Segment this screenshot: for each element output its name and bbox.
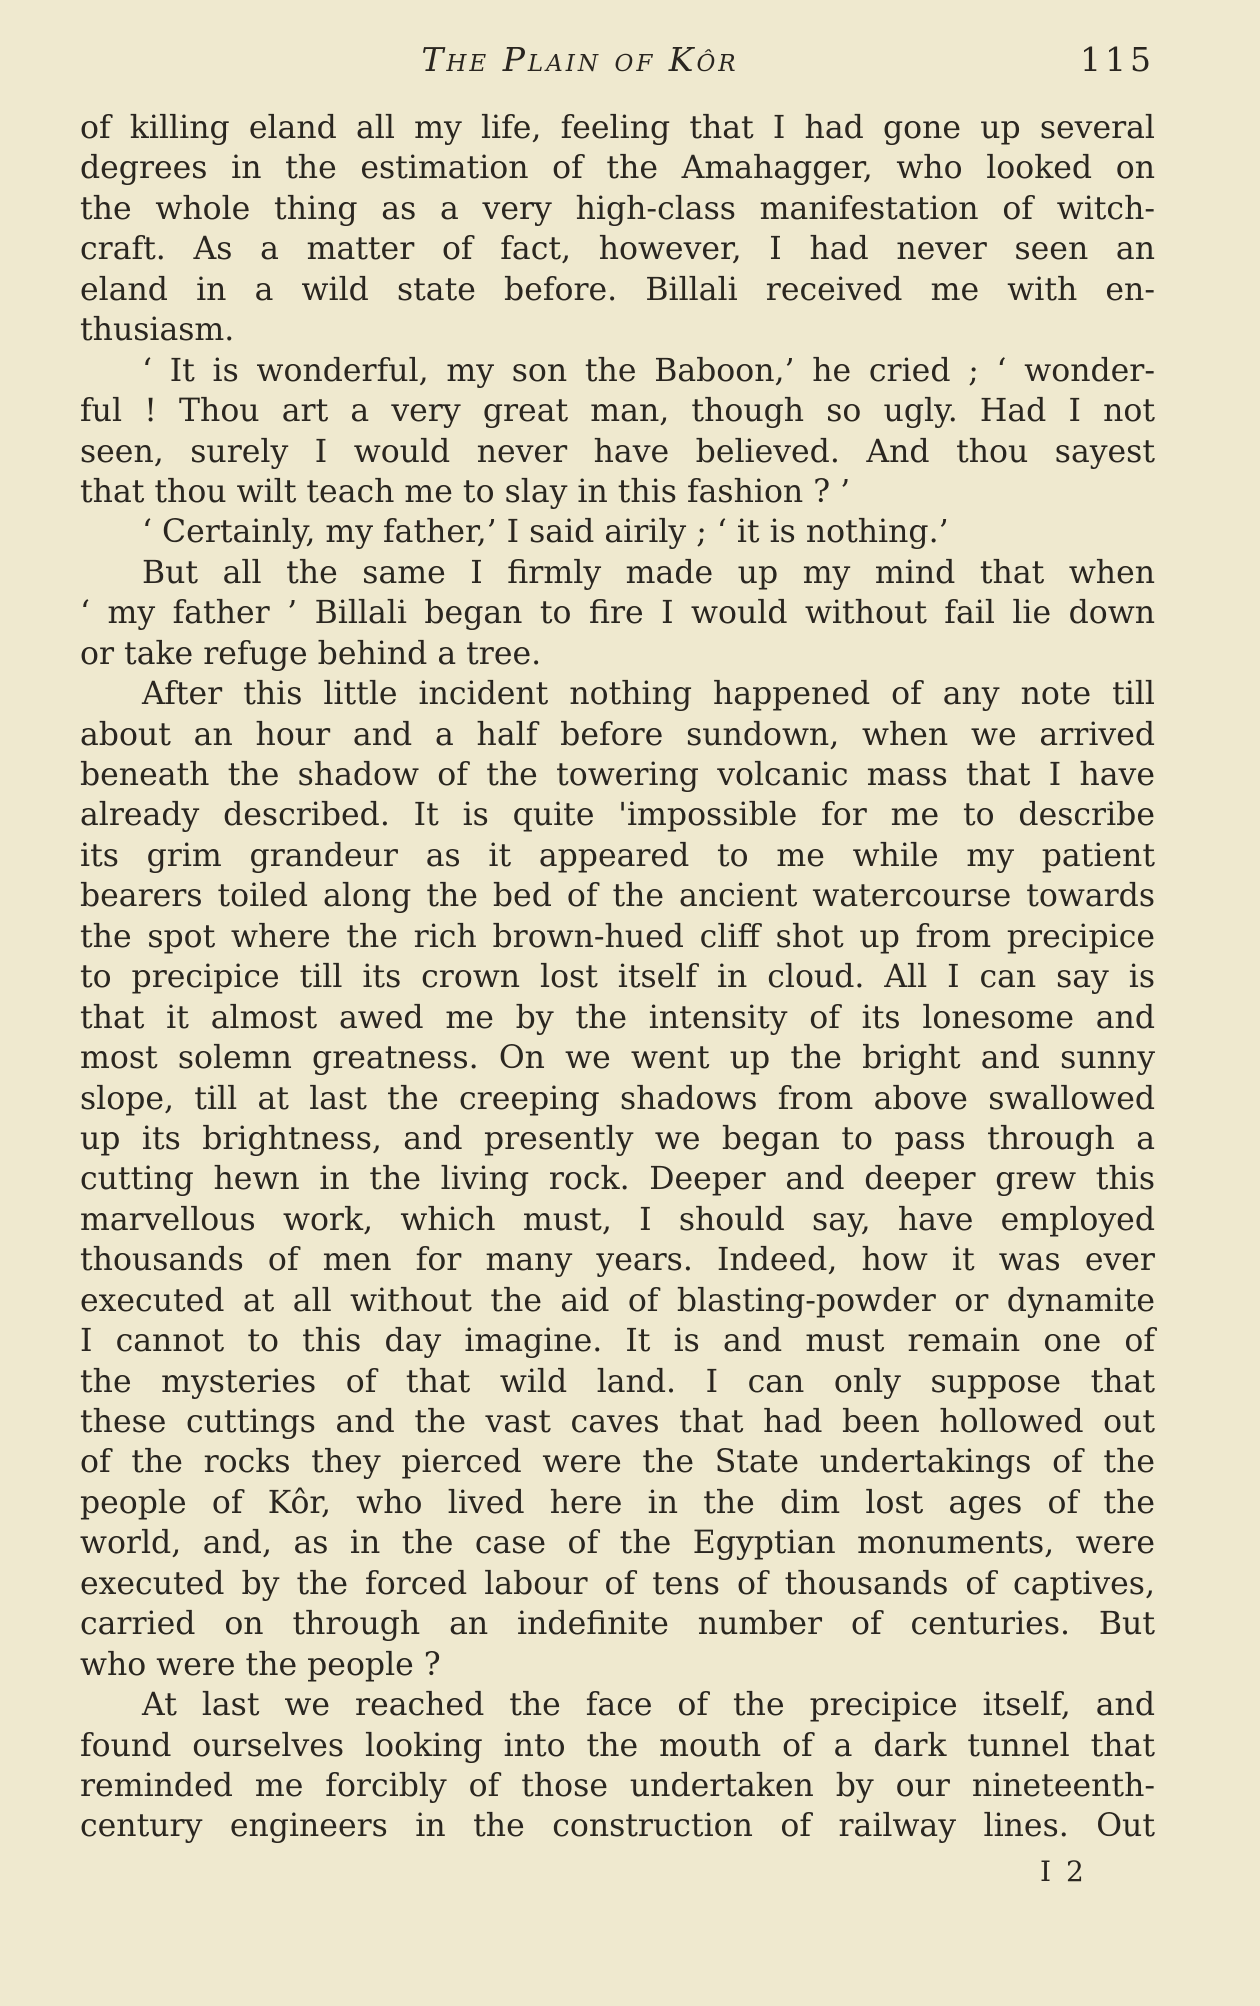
text-line: of killing eland all my life, feeling that I had gone up several <box>80 110 1155 146</box>
body-text <box>80 108 1155 1847</box>
text-line: thousands of men for many years. Indeed, how it was ever <box>80 1242 1155 1279</box>
text-line: seen, surely I would never have believed. And thou sayest <box>80 433 1155 470</box>
text-line: executed by the forced labour of tens of thousands of captives, <box>80 1565 1155 1602</box>
text-line: ‘ It is wonderful, my son the Baboon,’ he cried ; ‘ wonder- <box>142 352 1155 389</box>
text-line: found ourselves looking into the mouth of a dark tunnel that <box>80 1727 1155 1764</box>
text-line: that it almost awed me by the intensity of its lonesome and <box>80 999 1155 1036</box>
text-line: ‘ my father ’ Billali began to fire I would without fail lie down <box>80 595 1155 632</box>
text-line: degrees in the estimation of the Amahagger, who looked on <box>80 150 1155 187</box>
text-line: bearers toiled along the bed of the ancient watercourse towards <box>80 878 1155 915</box>
text-line: about an hour and a half before sundown, when we arrived <box>80 716 1155 753</box>
text-line: these cuttings and the vast caves that had been hollowed out <box>80 1404 1155 1440</box>
text-line: its grim grandeur as it appeared to me while my patient <box>80 837 1155 874</box>
running-title: The Plain of Kôr <box>421 40 739 79</box>
text-line: the spot where the rich brown-hued cliff shot up from precipice <box>80 918 1155 955</box>
text-line: up its brightness, and presently we began to pass through a <box>80 1120 1155 1157</box>
text-line: I cannot to this day imagine. It is and must remain one of <box>80 1323 1155 1360</box>
text-line: already described. It is quite 'impossible for me to describe <box>80 797 1155 834</box>
text-line: ‘ Certainly, my father,’ I said airily ; ‘ it is nothing.’ <box>142 514 949 551</box>
text-line: most solemn greatness. On we went up the bright and sunny <box>80 1040 1155 1077</box>
text-line: beneath the shadow of the towering volcanic mass that I have <box>80 757 1155 793</box>
text-line: After this little incident nothing happened of any note till <box>142 676 1155 713</box>
text-line: world, and, as in the case of the Egyptian monuments, were <box>80 1525 1155 1562</box>
page-number: 115 <box>1080 40 1155 79</box>
text-line: marvellous work, which must, I should say, have employed <box>80 1201 1155 1238</box>
signature-mark: I 2 <box>1040 1855 1087 1888</box>
text-line: executed at all without the aid of blasting-powder or dynamite <box>80 1282 1155 1319</box>
text-line: eland in a wild state before. Billali received me with en- <box>80 271 1155 308</box>
text-line: But all the same I firmly made up my mind that when <box>142 554 1155 591</box>
text-line: or take refuge behind a tree. <box>80 635 542 672</box>
text-line: thusiasm. <box>80 312 235 349</box>
text-line: of the rocks they pierced were the State undertakings of the <box>80 1444 1155 1481</box>
text-line: that thou wilt teach me to slay in this fashion ? ’ <box>80 473 851 510</box>
text-line: reminded me forcibly of those undertaken by our nineteenth- <box>80 1767 1155 1804</box>
text-line: craft. As a matter of fact, however, I had never seen an <box>80 231 1155 268</box>
text-line: carried on through an indefinite number of centuries. But <box>80 1606 1155 1643</box>
text-line: ful ! Thou art a very great man, though so ugly. Had I not <box>80 393 1155 430</box>
text-line: cutting hewn in the living rock. Deeper and deeper grew this <box>80 1161 1155 1198</box>
text-line: the whole thing as a very high-class manifestation of witch- <box>80 190 1155 227</box>
text-line: who were the people ? <box>80 1646 441 1683</box>
text-line: the mysteries of that wild land. I can only suppose that <box>80 1363 1155 1400</box>
running-head <box>80 40 1155 90</box>
text-line: slope, till at last the creeping shadows from above swallowed <box>80 1080 1155 1117</box>
text-line: people of Kôr, who lived here in the dim lost ages of the <box>80 1484 1155 1521</box>
text-line: century engineers in the construction of railway lines. Out <box>80 1808 1155 1845</box>
text-line: to precipice till its crown lost itself in cloud. All I can say is <box>80 959 1155 996</box>
text-line: At last we reached the face of the precipice itself, and <box>142 1687 1155 1724</box>
